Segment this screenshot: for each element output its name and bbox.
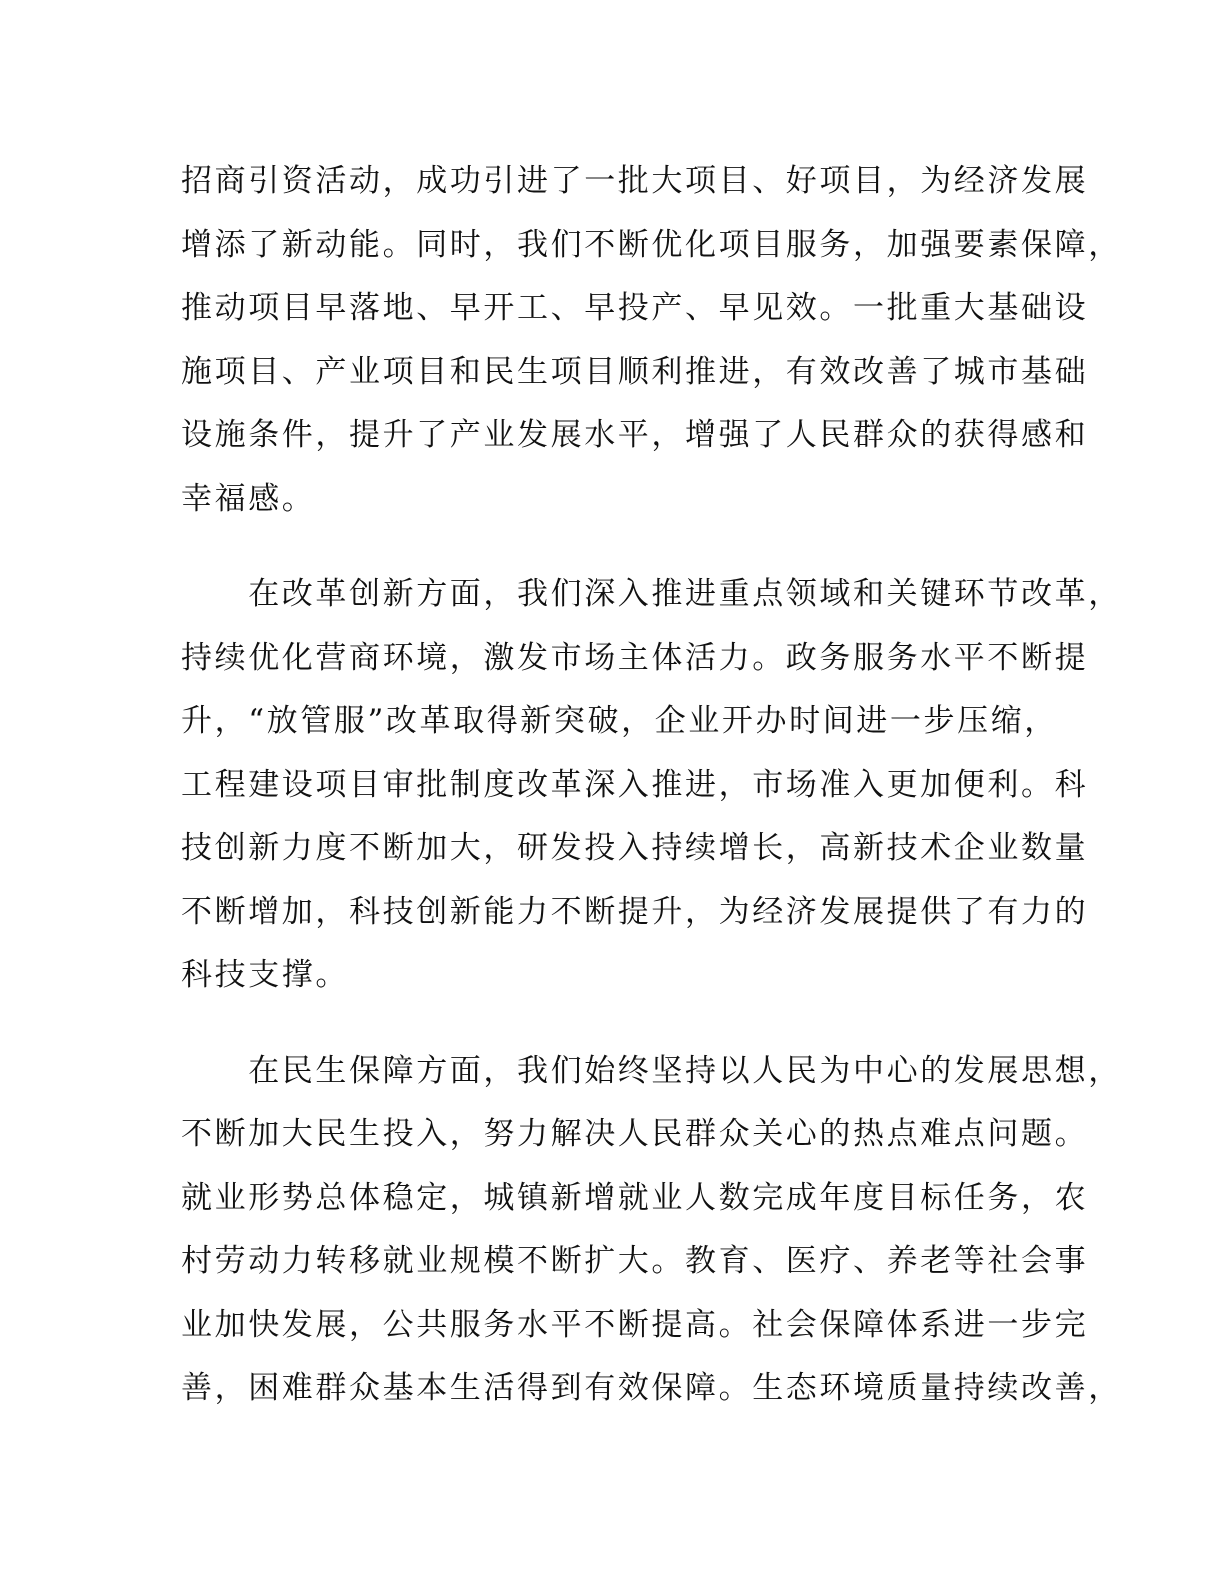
text-line: 善，困难群众基本生活得到有效保障。生态环境质量持续改善， [181,1370,1122,1406]
text-line: 设施条件，提升了产业发展水平，增强了人民群众的获得感和 [181,417,1089,453]
text-line: 村劳动力转移就业规模不断扩大。教育、医疗、养老等社会事 [181,1243,1089,1279]
text-line: 科技支撑。 [181,957,349,993]
text-line: 业加快发展，公共服务水平不断提高。社会保障体系进一步完 [181,1306,1089,1343]
paragraph-reform-innovation [181,563,1122,1008]
text-line: 增添了新动能。同时，我们不断优化项目服务，加强要素保障， [181,226,1122,263]
text-line: 技创新力度不断加大，研发投入持续增长，高新技术企业数量 [181,830,1089,866]
text-line: 在改革创新方面，我们深入推进重点领域和关键环节改革， [181,576,1122,612]
text-line: 招商引资活动，成功引进了一批大项目、好项目，为经济发展 [181,163,1089,199]
body-text [181,150,1122,1453]
text-line: 幸福感。 [181,480,316,517]
text-line: 升，“放管服”改革取得新突破，企业开办时间进一步压缩， [181,703,1058,739]
text-line: 推动项目早落地、早开工、早投产、早见效。一批重大基础设 [181,290,1089,326]
paragraph-livelihood [181,1040,1122,1421]
text-line: 就业形势总体稳定，城镇新增就业人数完成年度目标任务，农 [181,1179,1089,1216]
text-line: 不断加大民生投入，努力解决人民群众关心的热点难点问题。 [181,1116,1089,1152]
text-line: 施项目、产业项目和民生项目顺利推进，有效改善了城市基础 [181,353,1089,390]
text-line: 在民生保障方面，我们始终坚持以人民为中心的发展思想， [181,1052,1122,1089]
text-line: 不断增加，科技创新能力不断提升，为经济发展提供了有力的 [181,893,1089,930]
text-line: 工程建设项目审批制度改革深入推进，市场准入更加便利。科 [181,766,1089,803]
paragraph-investment [181,150,1122,531]
text-line: 持续优化营商环境，激发市场主体活力。政务服务水平不断提 [181,639,1089,676]
